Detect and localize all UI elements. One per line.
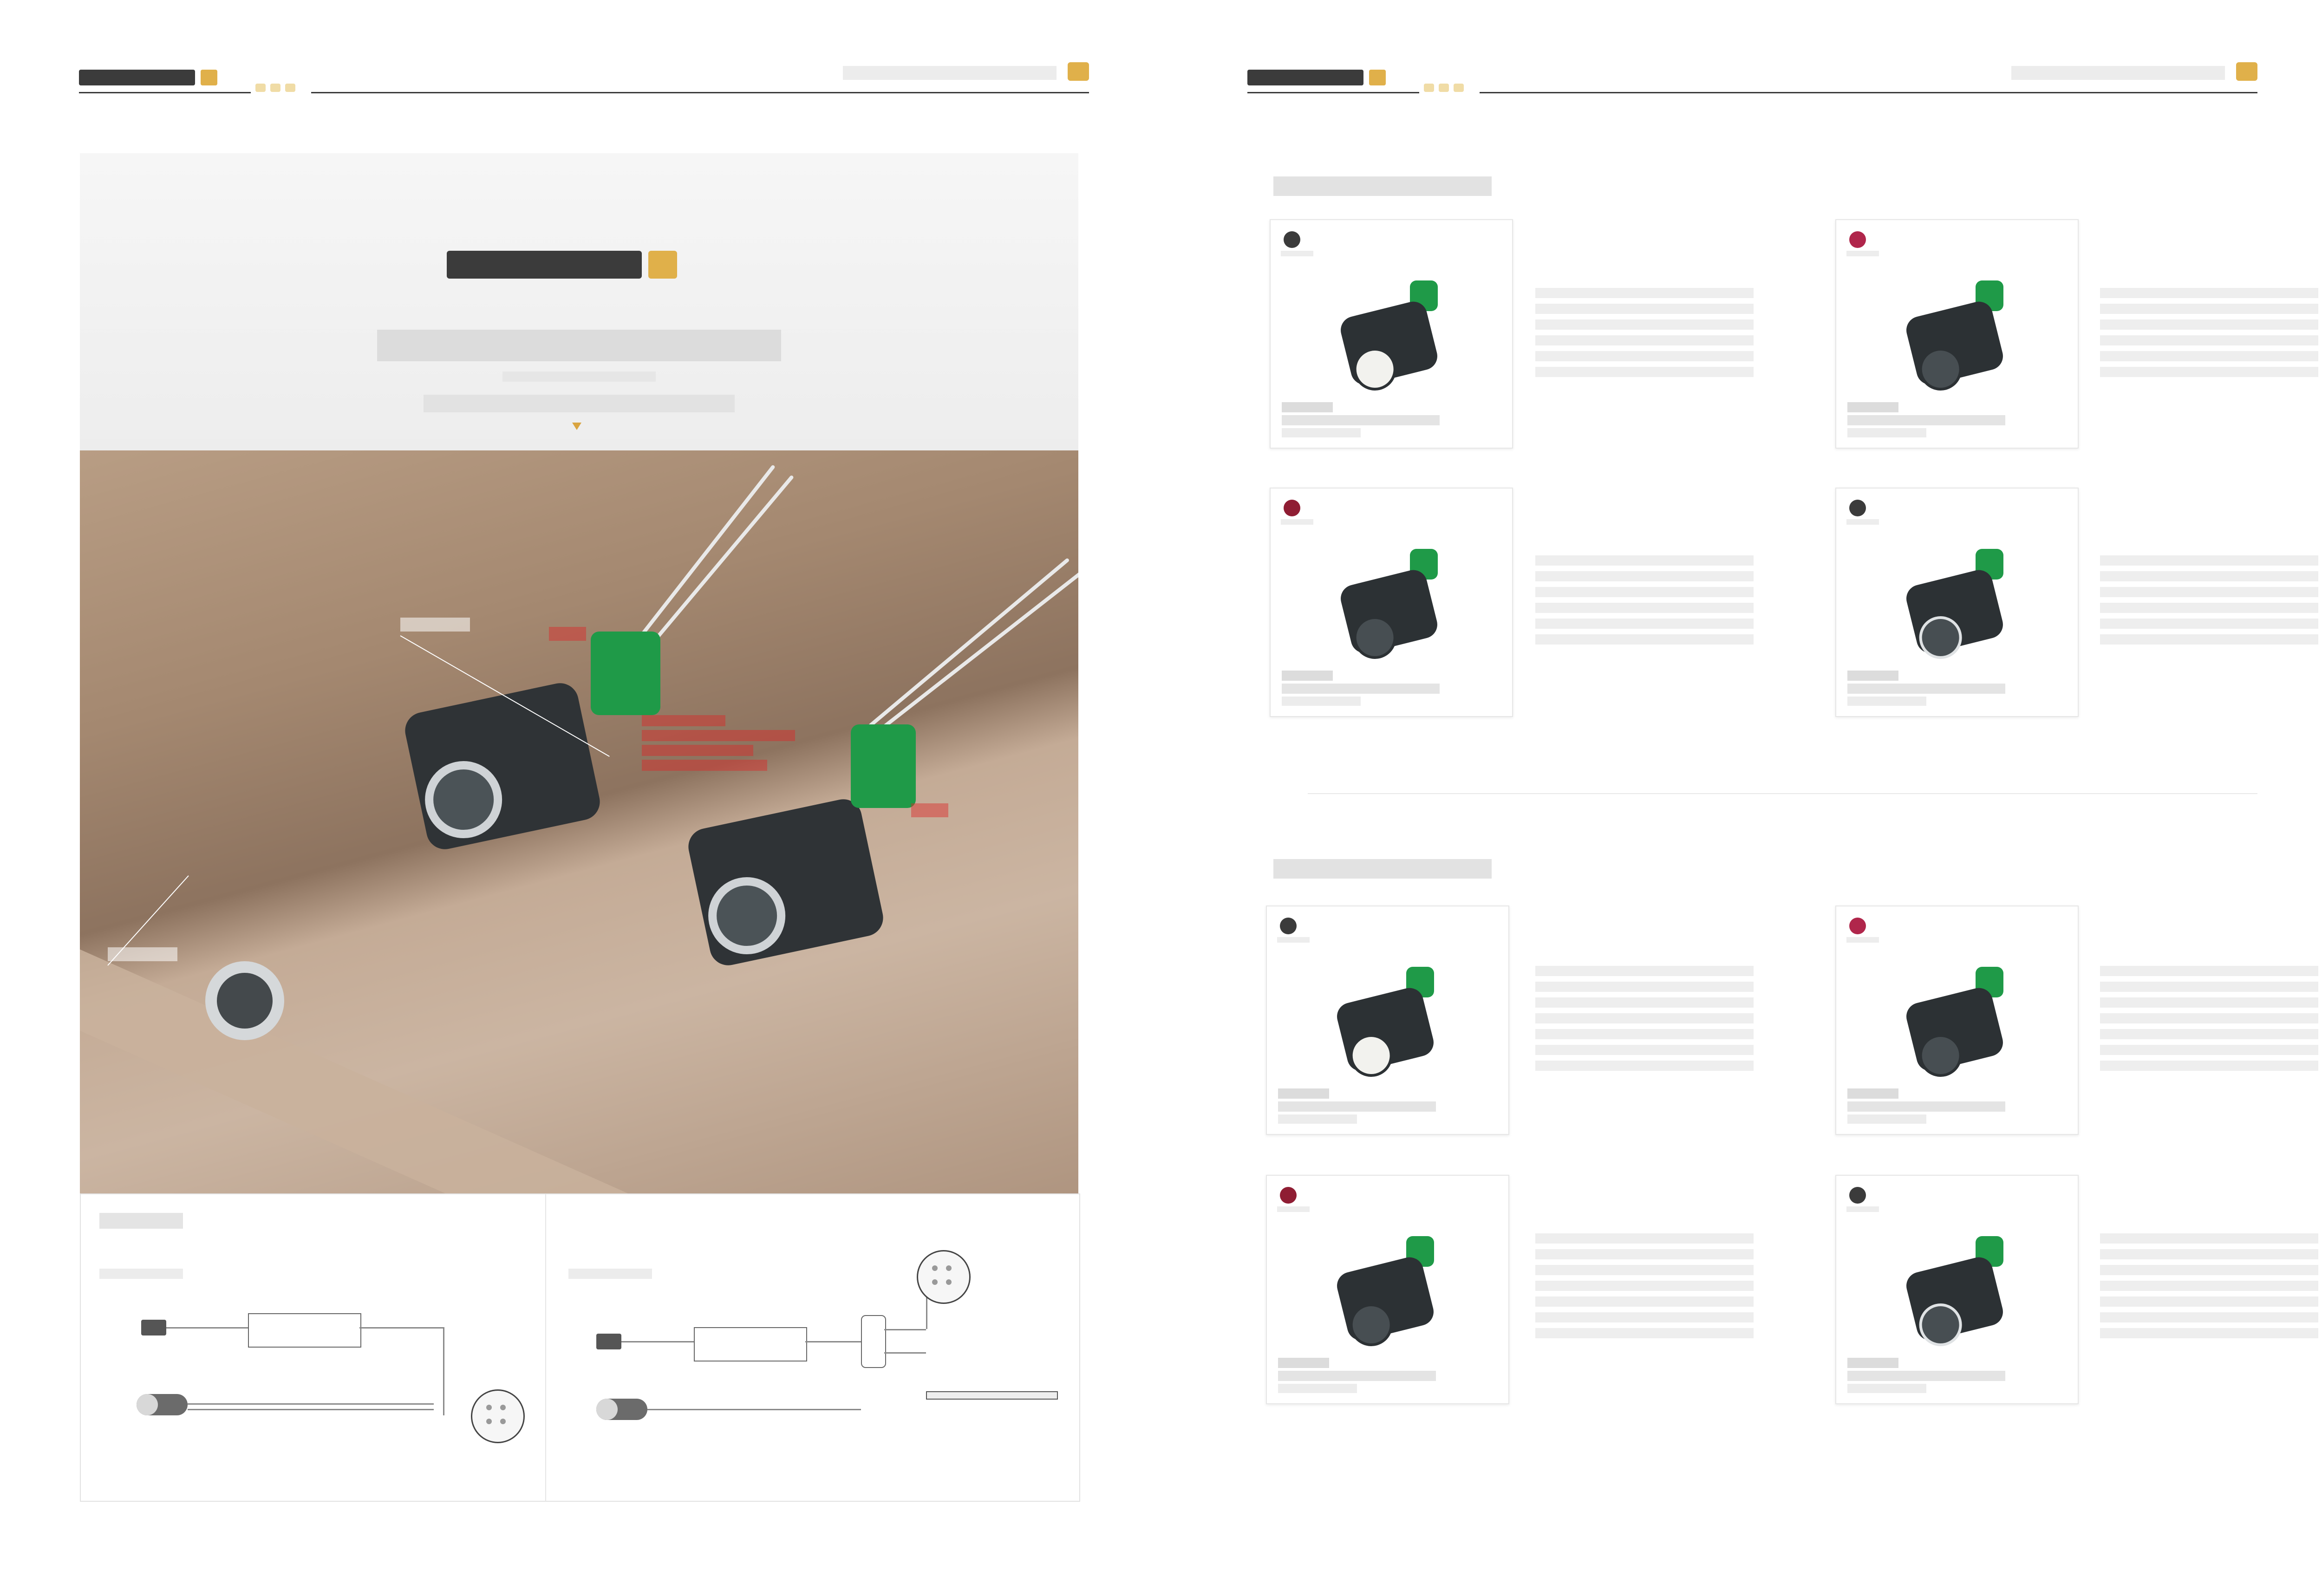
connector-central xyxy=(851,724,916,808)
wire-line xyxy=(188,1409,434,1410)
header-dots xyxy=(1424,84,1475,94)
section-title xyxy=(1273,176,1492,196)
wire-line xyxy=(805,1341,861,1342)
play-triangle-icon xyxy=(1068,62,1089,81)
product-code xyxy=(1282,671,1333,681)
spec-line xyxy=(2100,1328,2318,1338)
icon-caption xyxy=(1846,1206,1879,1212)
power-plug-icon xyxy=(596,1334,621,1349)
spec-line xyxy=(2100,571,2318,581)
wire-line xyxy=(884,1329,926,1330)
spec-line xyxy=(2100,997,2318,1008)
product-name xyxy=(1847,415,2005,425)
note-line xyxy=(642,745,753,756)
product-body xyxy=(1338,567,1441,656)
product-name-en xyxy=(1282,697,1361,706)
product-code xyxy=(1278,1358,1329,1368)
spec-line xyxy=(2100,1045,2318,1055)
sensor-type-icon xyxy=(1849,1187,1866,1204)
product-card xyxy=(1835,219,2079,449)
sensor-ring xyxy=(418,754,509,846)
play-triangle-icon xyxy=(2236,62,2257,81)
led-strip-icon xyxy=(926,1391,1058,1400)
sensor-type-icon xyxy=(1284,500,1300,516)
header-title-area xyxy=(2011,66,2225,80)
product-name-en xyxy=(1847,428,1926,437)
hero-logo xyxy=(447,246,698,283)
product-body xyxy=(1334,1254,1437,1343)
icon-caption xyxy=(1277,937,1310,943)
product-code xyxy=(1847,1088,1898,1099)
wiring-diagram-heading xyxy=(99,1213,183,1229)
product-specs xyxy=(1535,966,1754,1076)
product-body xyxy=(1334,985,1437,1074)
leiluo-logo-icon xyxy=(201,70,217,85)
section-title xyxy=(1273,859,1492,879)
product-name xyxy=(1282,415,1440,425)
hero-top-band xyxy=(80,153,1078,450)
spec-line xyxy=(2100,1281,2318,1291)
hero-panel xyxy=(80,153,1078,1193)
diagram-right-caption xyxy=(568,1269,652,1279)
down-arrow-icon xyxy=(572,423,581,430)
spec-line xyxy=(2100,1312,2318,1322)
sensor-type-icon xyxy=(1849,500,1866,516)
brand-wordmark xyxy=(1247,70,1363,85)
spec-line xyxy=(2100,367,2318,377)
brand-logo xyxy=(1247,60,1396,88)
power-supply xyxy=(248,1313,361,1348)
spec-line xyxy=(2100,982,2318,992)
spec-line xyxy=(1535,304,1754,314)
spec-line xyxy=(2100,1296,2318,1307)
product-card xyxy=(1270,488,1513,717)
spec-line xyxy=(1535,966,1754,976)
note-line xyxy=(642,715,725,726)
spec-line xyxy=(2100,587,2318,597)
header-dots xyxy=(255,84,307,94)
spec-line xyxy=(2100,634,2318,645)
label-central-control xyxy=(911,803,948,817)
icon-caption xyxy=(1281,251,1313,256)
hero-product-photo xyxy=(80,450,1078,1193)
spec-line xyxy=(2100,1061,2318,1071)
hero-title-area xyxy=(377,330,781,361)
led-lamp-icon xyxy=(471,1389,525,1443)
product-card xyxy=(1266,1175,1509,1404)
product-name-en xyxy=(1282,428,1361,437)
spec-line xyxy=(2100,1249,2318,1259)
product-card xyxy=(1270,219,1513,449)
wire-line xyxy=(884,1352,926,1354)
product-code xyxy=(1278,1088,1329,1099)
spec-line xyxy=(1535,351,1754,361)
label-separate-control xyxy=(549,627,586,641)
icon-caption xyxy=(1281,519,1313,525)
spec-line xyxy=(1535,982,1754,992)
sensor-type-icon xyxy=(1849,918,1866,934)
icon-caption xyxy=(1277,1206,1310,1212)
product-name-en xyxy=(1847,1114,1926,1124)
wiring-diagrams xyxy=(80,1193,1080,1502)
product-name xyxy=(1282,684,1440,694)
product-specs xyxy=(2100,1233,2318,1344)
right-page xyxy=(1168,0,2322,1596)
note-line xyxy=(642,730,795,741)
spec-line xyxy=(1535,335,1754,345)
connector-separate xyxy=(591,632,660,715)
product-specs xyxy=(2100,555,2318,650)
product-body xyxy=(1904,567,2006,656)
spec-line xyxy=(1535,1233,1754,1244)
hero-wordmark xyxy=(447,251,642,279)
hero-features-area xyxy=(424,395,735,412)
product-specs xyxy=(2100,966,2318,1076)
sensor-type-icon xyxy=(1280,918,1297,934)
spec-line xyxy=(1535,555,1754,566)
note-line xyxy=(642,760,767,771)
product-name-en xyxy=(1278,1384,1357,1393)
icon-caption xyxy=(1846,937,1879,943)
sensor-type-icon xyxy=(1849,231,1866,248)
diagram-left-caption xyxy=(99,1269,183,1279)
spec-line xyxy=(1535,1249,1754,1259)
hero-subtitle-area xyxy=(502,371,656,382)
led-lamp-icon xyxy=(917,1250,971,1304)
product-body xyxy=(1338,299,1441,388)
power-plug-icon xyxy=(141,1320,166,1335)
spec-line xyxy=(1535,1061,1754,1071)
icon-caption xyxy=(1846,519,1879,525)
sensor-probe-icon xyxy=(137,1394,188,1415)
power-supply xyxy=(694,1327,807,1361)
diagram-divider xyxy=(545,1194,546,1501)
wire-line xyxy=(647,1409,861,1410)
spec-line xyxy=(1535,587,1754,597)
spec-line xyxy=(1535,367,1754,377)
spec-line xyxy=(2100,304,2318,314)
product-code xyxy=(1847,1358,1898,1368)
spec-line xyxy=(1535,1296,1754,1307)
spec-line xyxy=(1535,571,1754,581)
spec-line xyxy=(2100,555,2318,566)
spec-line xyxy=(1535,1328,1754,1338)
wire xyxy=(878,569,1078,732)
product-name xyxy=(1278,1101,1436,1112)
header-title-area xyxy=(843,66,1057,80)
product-name xyxy=(1278,1371,1436,1381)
spec-line xyxy=(1535,1029,1754,1039)
brand-logo xyxy=(79,60,228,88)
spec-line xyxy=(1535,603,1754,613)
spec-line xyxy=(2100,1265,2318,1275)
spec-line xyxy=(2100,1029,2318,1039)
wire-line xyxy=(188,1403,434,1405)
product-specs xyxy=(1535,288,1754,383)
sensor-external xyxy=(402,680,603,853)
spec-line xyxy=(2100,335,2318,345)
product-card xyxy=(1835,905,2079,1135)
spec-line xyxy=(2100,1233,2318,1244)
product-specs xyxy=(1535,555,1754,650)
spec-line xyxy=(2100,319,2318,330)
brand-wordmark xyxy=(79,70,195,85)
spec-line xyxy=(1535,619,1754,629)
hero-logo-icon xyxy=(648,251,677,279)
product-name-en xyxy=(1847,1384,1926,1393)
header-right xyxy=(1247,56,2257,98)
spec-line xyxy=(1535,1281,1754,1291)
product-name xyxy=(1847,1371,2005,1381)
spec-line xyxy=(1535,997,1754,1008)
product-body xyxy=(1904,985,2006,1074)
product-card xyxy=(1835,1175,2079,1404)
product-body xyxy=(1904,1254,2006,1343)
spec-line xyxy=(2100,1013,2318,1023)
header-rule xyxy=(79,92,1089,93)
sensor-central xyxy=(685,796,887,969)
product-card xyxy=(1266,905,1509,1135)
spec-line xyxy=(2100,351,2318,361)
icon-caption xyxy=(1846,251,1879,256)
spec-line xyxy=(2100,619,2318,629)
leiluo-logo-icon xyxy=(1369,70,1386,85)
wire-line xyxy=(443,1327,444,1415)
spec-line xyxy=(1535,634,1754,645)
splitter-hub xyxy=(861,1315,886,1368)
product-specs xyxy=(1535,1233,1754,1344)
sensor-built-in xyxy=(205,961,284,1040)
product-code xyxy=(1282,402,1333,412)
product-body xyxy=(1904,299,2006,388)
spec-line xyxy=(1535,1312,1754,1322)
product-name xyxy=(1847,1101,2005,1112)
section-divider xyxy=(1308,793,2257,794)
sensor-ring xyxy=(701,870,793,962)
spec-line xyxy=(1535,1013,1754,1023)
product-name-en xyxy=(1847,697,1926,706)
spec-line xyxy=(2100,288,2318,298)
header-left xyxy=(79,56,1089,98)
spec-line xyxy=(1535,288,1754,298)
product-code xyxy=(1847,671,1898,681)
label-external-mount xyxy=(400,618,470,632)
spec-line xyxy=(2100,966,2318,976)
product-code xyxy=(1847,402,1898,412)
spec-line xyxy=(2100,603,2318,613)
product-name-en xyxy=(1278,1114,1357,1124)
wire xyxy=(868,558,1070,728)
wire-line xyxy=(359,1327,443,1329)
spec-line xyxy=(1535,1045,1754,1055)
spec-line xyxy=(1535,319,1754,330)
sensor-type-icon xyxy=(1284,231,1300,248)
sensor-type-icon xyxy=(1280,1187,1297,1204)
header-rule xyxy=(1247,92,2257,93)
spec-line xyxy=(1535,1265,1754,1275)
sensor-probe-icon xyxy=(596,1399,647,1420)
product-specs xyxy=(2100,288,2318,383)
product-name xyxy=(1847,684,2005,694)
product-card xyxy=(1835,488,2079,717)
